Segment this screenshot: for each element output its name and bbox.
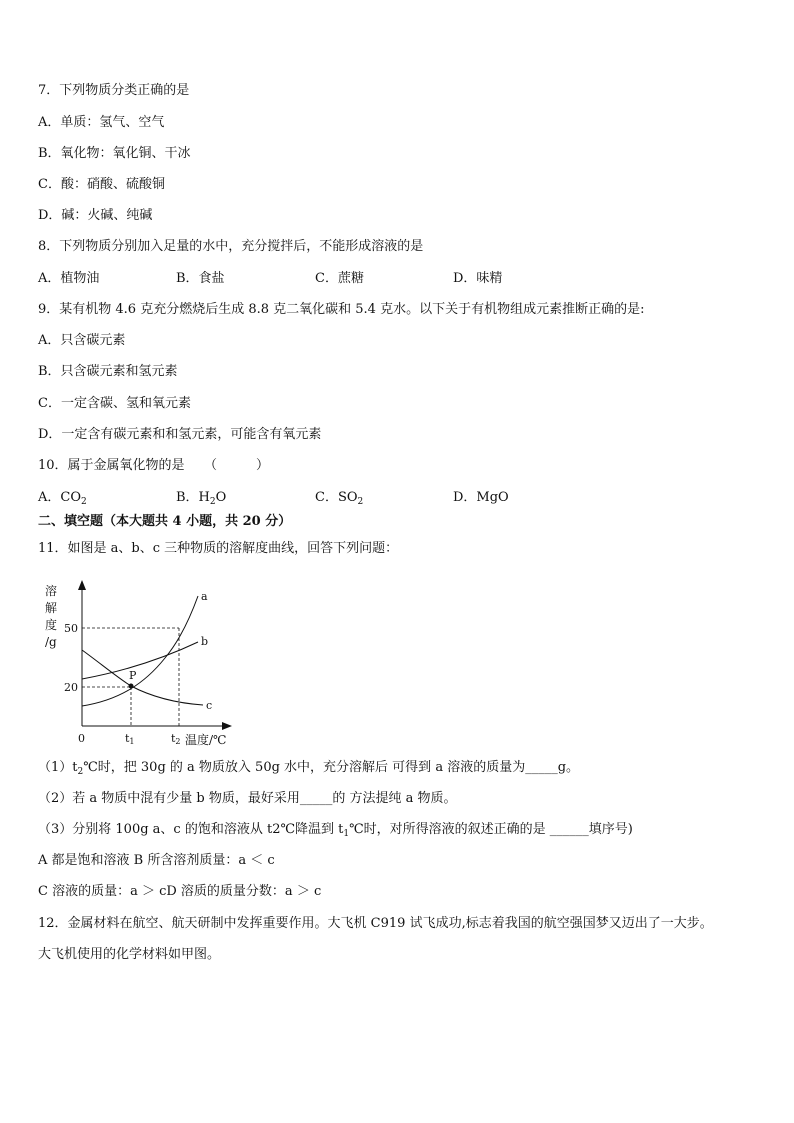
q8-stem: 8．下列物质分别加入足量的水中，充分搅拌后，不能形成溶液的是 [38,239,424,254]
x-tick-0: 0 [78,732,85,745]
q11-stem: 11．如图是 a、b、c 三种物质的溶解度曲线，回答下列问题： [38,541,399,556]
section-heading: 二、填空题（本大题共 4 小题，共 20 分） [38,514,292,529]
series-a-label: a [201,590,208,603]
x-tick-t2: t2 [171,732,181,746]
q9-option-b: B．只含碳元素和氢元素 [38,364,178,379]
curve-b [82,642,198,679]
q9-stem: 9．某有机物 4.6 克充分燃烧后生成 8.8 克二氧化碳和 5.4 克水。以下关于有机物组成元素推断正确的是: [38,302,645,317]
curve-a [82,596,198,706]
q11-sub1: $(1)t_2℃$时，把 30g 的 a 物质放入 50g 水中，充分溶解后 可得到 a 溶液的质量为_____g。 [38,760,580,777]
q7-option-b: B．氧化物：氧化铜、干冰 [38,146,191,161]
q10-option-b: B．$H_2O$ [176,490,227,507]
y-axis-label-2: 解 [45,601,58,615]
y-axis-label-1: 溶 [45,584,58,598]
q8-option-d: D．味精 [453,271,503,286]
y-tick-20: 20 [64,681,78,694]
q7-stem: 7．下列物质分类正确的是 [38,83,190,98]
y-tick-50: 50 [64,622,78,635]
series-b-label: b [201,635,209,648]
x-tick-t1: t1 [125,732,135,746]
solubility-chart [40,578,250,750]
y-axis-arrow [78,580,86,590]
q7-option-c: C．酸：硝酸、硫酸铜 [38,177,165,192]
point-p [129,684,134,689]
q8-option-c: C．蔗糖 [315,271,364,286]
q10-option-c: C．$SO_2$ [315,490,364,507]
series-c-label: c [206,699,213,712]
q7-option-d: D．碱：火碱、纯碱 [38,208,153,223]
curve-c [82,650,203,705]
q11-choice-1: A 都是饱和溶液 B 所含溶剂质量：a ＜ c [38,853,275,868]
q9-option-a: A．只含碳元素 [38,333,126,348]
q8-option-b: B．食盐 [176,271,225,286]
x-axis-arrow [222,722,232,730]
y-axis-label-4: /g [45,635,57,649]
q11-choice-2: C 溶液的质量：a ＞ cD 溶质的质量分数：a ＞ c [38,884,322,899]
q11-sub2: （2）若 a 物质中混有少量 b 物质，最好采用_____的 方法提纯 a 物质。 [38,791,457,806]
point-p-label: P [129,669,137,682]
q9-option-d: D．一定含有碳元素和和氢元素，可能含有氧元素 [38,427,322,442]
q12-line1: 12．金属材料在航空、航天研制中发挥重要作用。大飞机 C919 试飞成功,标志着我国的航空强国梦又迈出了一大步。 [38,916,713,931]
q11-sub3: （3）分别将 100g a、c 的饱和溶液从 t2℃降温到 $t_1℃$时，对所得溶液的叙述正确的是 ______填序号) [38,822,633,839]
q7-option-a: A．单质：氢气、空气 [38,115,165,130]
q12-line2: 大飞机使用的化学材料如甲图。 [38,947,221,962]
q8-option-a: A．植物油 [38,271,100,286]
q10-option-d: D．MgO [453,490,509,505]
y-axis-label-3: 度 [45,618,58,632]
q10-option-a: A．$CO_2$ [38,490,87,507]
q9-option-c: C．一定含碳、氢和氧元素 [38,396,191,411]
q10-stem: 10．属于金属氧化物的是 （ ） [38,458,270,473]
x-axis-label: 温度/℃ [185,733,227,747]
